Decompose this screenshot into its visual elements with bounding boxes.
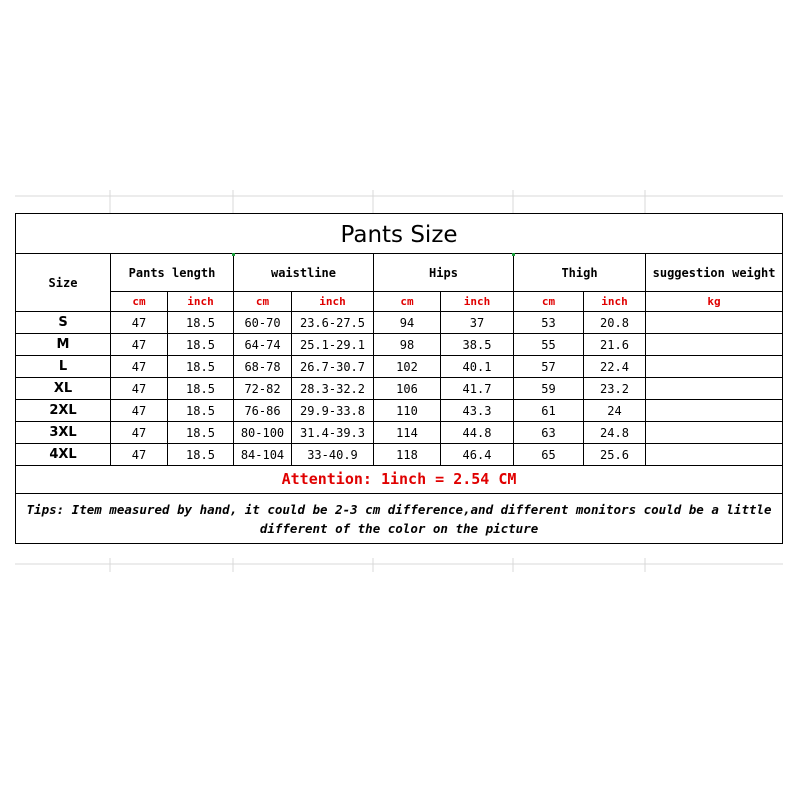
hips-inch-cell: 38.5 xyxy=(441,334,514,356)
size-cell: XL xyxy=(16,378,111,400)
thigh-inch-cell: 22.4 xyxy=(584,356,646,378)
cell-marker xyxy=(512,253,515,256)
waist-inch-cell: 31.4-39.3 xyxy=(292,422,374,444)
length-cm-cell: 47 xyxy=(111,312,168,334)
size-cell: M xyxy=(16,334,111,356)
thigh-inch-cell: 21.6 xyxy=(584,334,646,356)
length-inch-cell: 18.5 xyxy=(168,356,234,378)
thigh-cm-cell: 65 xyxy=(514,444,584,466)
header-pants-length: Pants length xyxy=(111,254,234,292)
tips-note: Tips: Item measured by hand, it could be 2-3 cm difference,and different monitors could be a little different of the color on the picture xyxy=(16,494,783,544)
waist-cm-cell: 84-104 xyxy=(234,444,292,466)
hips-cm-cell: 102 xyxy=(374,356,441,378)
length-inch-cell: 18.5 xyxy=(168,422,234,444)
waist-inch-cell: 26.7-30.7 xyxy=(292,356,374,378)
weight-kg-cell xyxy=(646,312,783,334)
length-inch-cell: 18.5 xyxy=(168,312,234,334)
thigh-cm-cell: 55 xyxy=(514,334,584,356)
weight-kg-cell xyxy=(646,422,783,444)
unit-waist-inch: inch xyxy=(292,292,374,312)
header-thigh: Thigh xyxy=(514,254,646,292)
unit-thigh-cm: cm xyxy=(514,292,584,312)
table-row xyxy=(16,378,783,400)
length-inch-cell: 18.5 xyxy=(168,378,234,400)
table-row xyxy=(16,312,783,334)
table-row xyxy=(16,422,783,444)
attention-note: Attention: 1inch = 2.54 CM xyxy=(16,466,783,494)
unit-length-inch: inch xyxy=(168,292,234,312)
thigh-cm-cell: 57 xyxy=(514,356,584,378)
unit-hips-inch: inch xyxy=(441,292,514,312)
title-row xyxy=(16,214,783,254)
header-size: Size xyxy=(16,254,111,312)
table-row xyxy=(16,400,783,422)
hips-inch-cell: 43.3 xyxy=(441,400,514,422)
thigh-inch-cell: 24 xyxy=(584,400,646,422)
hips-inch-cell: 37 xyxy=(441,312,514,334)
weight-kg-cell xyxy=(646,356,783,378)
thigh-inch-cell: 20.8 xyxy=(584,312,646,334)
table-row xyxy=(16,444,783,466)
length-cm-cell: 47 xyxy=(111,422,168,444)
hips-cm-cell: 94 xyxy=(374,312,441,334)
size-chart-table xyxy=(15,213,783,544)
length-cm-cell: 47 xyxy=(111,334,168,356)
header-waistline: waistline xyxy=(234,254,374,292)
attention-row xyxy=(16,466,783,494)
waist-cm-cell: 72-82 xyxy=(234,378,292,400)
weight-kg-cell xyxy=(646,400,783,422)
size-cell: L xyxy=(16,356,111,378)
unit-row xyxy=(16,292,783,312)
waist-cm-cell: 64-74 xyxy=(234,334,292,356)
thigh-cm-cell: 59 xyxy=(514,378,584,400)
waist-cm-cell: 68-78 xyxy=(234,356,292,378)
length-cm-cell: 47 xyxy=(111,400,168,422)
size-cell: S xyxy=(16,312,111,334)
waist-inch-cell: 23.6-27.5 xyxy=(292,312,374,334)
hips-inch-cell: 40.1 xyxy=(441,356,514,378)
size-cell: 2XL xyxy=(16,400,111,422)
unit-hips-cm: cm xyxy=(374,292,441,312)
length-cm-cell: 47 xyxy=(111,378,168,400)
unit-thigh-inch: inch xyxy=(584,292,646,312)
length-inch-cell: 18.5 xyxy=(168,334,234,356)
thigh-cm-cell: 53 xyxy=(514,312,584,334)
waist-inch-cell: 25.1-29.1 xyxy=(292,334,374,356)
waist-inch-cell: 33-40.9 xyxy=(292,444,374,466)
thigh-inch-cell: 24.8 xyxy=(584,422,646,444)
unit-waist-cm: cm xyxy=(234,292,292,312)
size-cell: 3XL xyxy=(16,422,111,444)
waist-cm-cell: 60-70 xyxy=(234,312,292,334)
waist-inch-cell: 28.3-32.2 xyxy=(292,378,374,400)
table-row xyxy=(16,356,783,378)
hips-inch-cell: 46.4 xyxy=(441,444,514,466)
thigh-cm-cell: 63 xyxy=(514,422,584,444)
header-suggestion-weight: suggestion weight xyxy=(646,254,783,292)
waist-cm-cell: 76-86 xyxy=(234,400,292,422)
weight-kg-cell xyxy=(646,444,783,466)
chart-title: Pants Size xyxy=(16,214,783,254)
thigh-inch-cell: 23.2 xyxy=(584,378,646,400)
hips-cm-cell: 106 xyxy=(374,378,441,400)
unit-length-cm: cm xyxy=(111,292,168,312)
weight-kg-cell xyxy=(646,334,783,356)
header-hips: Hips xyxy=(374,254,514,292)
hips-cm-cell: 98 xyxy=(374,334,441,356)
hips-cm-cell: 110 xyxy=(374,400,441,422)
size-cell: 4XL xyxy=(16,444,111,466)
thigh-cm-cell: 61 xyxy=(514,400,584,422)
hips-cm-cell: 114 xyxy=(374,422,441,444)
hips-inch-cell: 44.8 xyxy=(441,422,514,444)
length-inch-cell: 18.5 xyxy=(168,444,234,466)
table-row xyxy=(16,334,783,356)
weight-kg-cell xyxy=(646,378,783,400)
length-cm-cell: 47 xyxy=(111,356,168,378)
hips-inch-cell: 41.7 xyxy=(441,378,514,400)
cell-marker xyxy=(232,253,235,256)
unit-weight-kg: kg xyxy=(646,292,783,312)
waist-cm-cell: 80-100 xyxy=(234,422,292,444)
hips-cm-cell: 118 xyxy=(374,444,441,466)
waist-inch-cell: 29.9-33.8 xyxy=(292,400,374,422)
thigh-inch-cell: 25.6 xyxy=(584,444,646,466)
header-row xyxy=(16,254,783,292)
length-cm-cell: 47 xyxy=(111,444,168,466)
tips-row xyxy=(16,494,783,544)
length-inch-cell: 18.5 xyxy=(168,400,234,422)
